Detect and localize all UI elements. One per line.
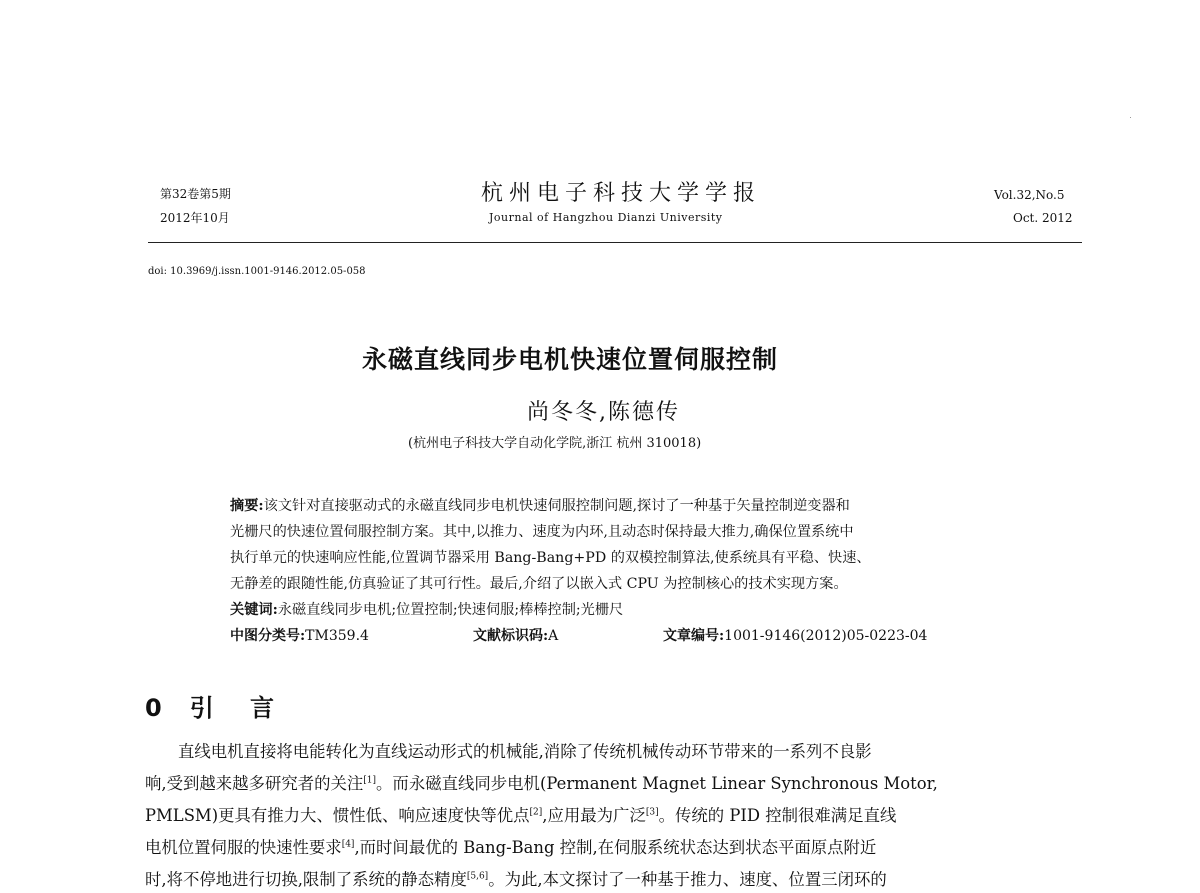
body-line-2 [145,770,938,794]
scan-speck [1130,117,1131,118]
abstract-line-3: 执行单元的快速响应性能,位置调节器采用 Bang-Bang+PD 的双模控制算法,使系统具有平稳、快速、 [230,550,871,566]
doc-code-label: 文献标识码: [473,628,549,644]
body-line-1: 直线电机直接将电能转化为直线运动形式的机械能,消除了传统机械传动环节带来的一系列不良影 [178,742,872,761]
citation-2[interactable]: [2] [529,807,543,818]
keywords-text: 永磁直线同步电机;位置控制;快速伺服;棒棒控制;光栅尺 [277,602,624,618]
header-rule [148,242,1082,243]
document-code [473,625,558,645]
keywords-label: 关键词: [230,602,278,618]
body-line-3-c: 。传统的 PID 控制很难满足直线 [658,806,897,825]
citation-3[interactable]: [3] [645,807,659,818]
article-number [663,625,927,645]
keywords [230,599,623,619]
abstract-line-2: 光栅尺的快速位置伺服控制方案。其中,以推力、速度为内环,且动态时保持最大推力,确保位置系统中 [230,524,854,540]
body-line-3-b: ,应用最为广泛 [542,806,646,825]
body-line-5-b: 。为此,本文探讨了一种基于推力、速度、位置三闭环的 [488,870,887,889]
body-line-3-a: PMLSM)更具有推力大、惯性低、响应速度快等优点 [145,806,530,825]
citation-1[interactable]: [1] [363,775,377,786]
date-en: Oct. 2012 [1013,211,1073,225]
body-line-5-a: 时,将不停地进行切换,限制了系统的静态精度 [145,870,467,889]
citation-4[interactable]: [4] [341,839,355,850]
doi: doi: 10.3969/j.issn.1001-9146.2012.05-058 [148,266,366,277]
body-line-2-a: 响,受到越来越多研究者的关注 [145,774,364,793]
journal-title-en: Journal of Hangzhou Dianzi University [489,211,723,224]
authors: 尚冬冬,陈德传 [527,400,680,425]
body-line-4-a: 电机位置伺服的快速性要求 [145,838,342,857]
abstract-label: 摘要: [230,498,264,514]
clc-label: 中图分类号: [230,628,306,644]
section-number: 0 [145,694,162,722]
section-title: 引 言 [189,694,289,722]
body-line-5 [145,866,887,890]
body-line-4 [145,834,876,858]
journal-title-cn: 杭州电子科技大学学报 [481,181,762,206]
paper-title: 永磁直线同步电机快速位置伺服控制 [362,345,779,374]
body-line-2-b: 。而永磁直线同步电机(Permanent Magnet Linear Synchronous Motor, [376,774,938,793]
abstract-text-1: 该文针对直接驱动式的永磁直线同步电机快速伺服控制问题,探讨了一种基于矢量控制逆变器和 [263,498,850,514]
doc-code-value: A [548,628,559,644]
body-line-3 [145,802,896,826]
affiliation: (杭州电子科技大学自动化学院,浙江 杭州 310018) [408,436,702,451]
body-line-4-b: ,而时间最优的 Bang-Bang 控制,在伺服系统状态达到状态平面原点附近 [354,838,877,857]
date-cn: 2012年10月 [160,211,230,225]
article-no-label: 文章编号: [663,628,725,644]
citation-5-6[interactable]: [5,6] [466,871,489,882]
volume-issue-cn: 第32卷第5期 [160,187,231,201]
volume-issue-en: Vol.32,No.5 [994,188,1065,202]
clc-number [230,625,369,645]
abstract-line-1 [230,495,850,515]
clc-value: TM359.4 [305,628,369,644]
article-no-value: 1001-9146(2012)05-0223-04 [724,628,928,644]
abstract-line-4: 无静差的跟随性能,仿真验证了其可行性。最后,介绍了以嵌入式 CPU 为控制核心的技术实现方案。 [230,576,848,592]
section-heading [145,688,288,723]
